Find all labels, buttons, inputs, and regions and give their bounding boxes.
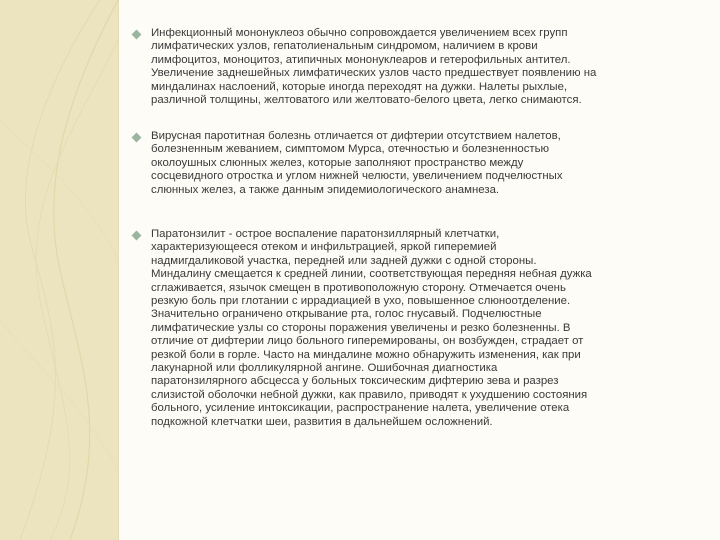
diamond-bullet-icon <box>132 30 142 40</box>
diamond-bullet-icon <box>132 231 142 241</box>
diamond-bullet-icon <box>132 133 142 143</box>
content-area <box>118 0 720 540</box>
bullet-text: Паратонзилит - острое воспаление паратонзиллярный клетчатки, характеризующееся отеком и инфильтрацией, яркой гиперемией надмигдаликовой участка, передней или задней дужки с одной стороны. Миндалину смещается к средней линии, соответствующая передняя небная дужка сглаживается, язычок смещен в противоположную сторону. Отмечается очень резкую боль при глотании с иррадиацией в ухо, повышенное слюноотделение. Значительно ограничено открывание рта, голос гнусавый. Подчелюстные лимфатические узлы со стороны поражения увеличены и резко болезненны. В отличие от дифтерии лицо больного гиперемированы, он возбужден, страдает от резкой боли в горле. Часто на миндалине можно обнаружить изменения, как при лакунарной или фолликулярной ангине. Ошибочная диагностика паратонзилярного абсцесса у больных токсическим дифтерию зева и разрез слизистой оболочки небной дужки, как правило, приводят к ухудшению состояния больного, усиление интоксикации, распространение налета, увеличение отека подкожной клетчатки шеи, развития в дальнейшем осложнений. <box>151 228 592 428</box>
bullet-text: Вирусная паротитная болезнь отличается от дифтерии отсутствием налетов, болезненным жеванием, симптомом Мурса, отечностью и болезненностью околоушных слюнных желез, которые заполняют пространство между сосцевидного отростка и углом нижней челюсти, увеличением подчелюстных слюнных желез, а также данным эпидемиологического анамнеза. <box>151 130 563 196</box>
bullet-text: Инфекционный мононуклеоз обычно сопровождается увеличением всех групп лимфатических узлов, гепатолиенальным синдромом, наличием в крови лимфоцитоз, моноцитоз, атипичных мононуклеаров и гетерофильных антител. Увеличение заднешейных лимфатических узлов часто предшествует появлению на миндалинах наслоений, которые иногда переходят на дужки. Налеты рыхлые, различной толщины, желтоватого или желтовато-белого цвета, легко снимаются. <box>151 27 597 107</box>
list-item <box>133 130 701 197</box>
decorative-swirl-pattern <box>0 0 130 540</box>
list-item <box>133 27 701 107</box>
list-item <box>133 228 701 429</box>
